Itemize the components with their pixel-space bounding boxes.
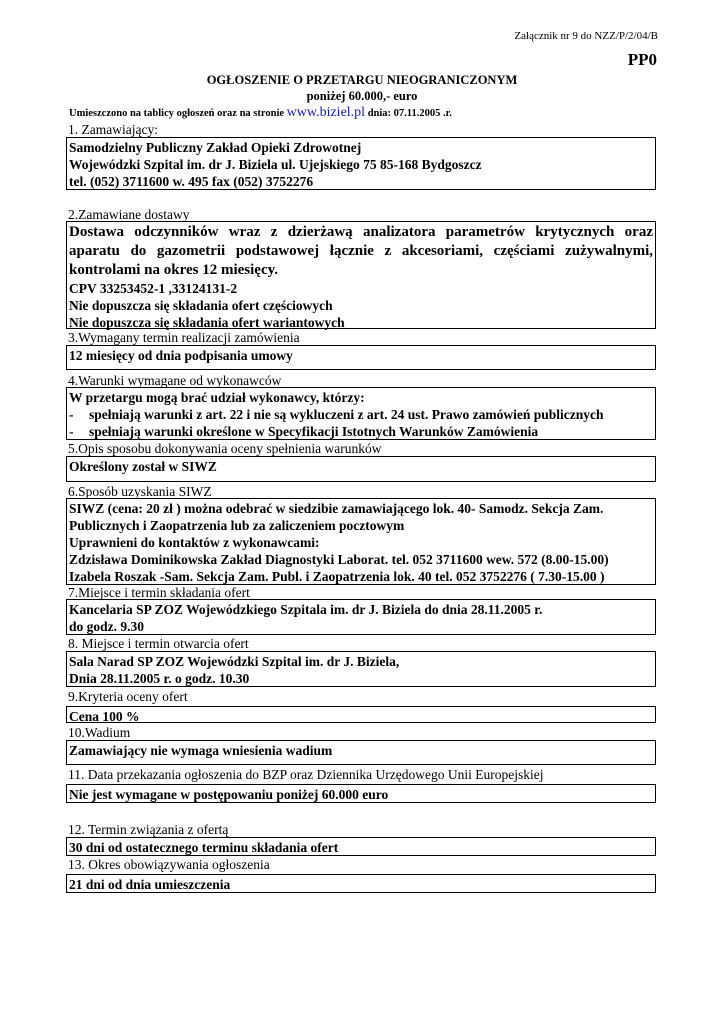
title-line-2: poniżej 60.000,- euro	[306, 89, 418, 103]
section-11-label: 11. Data przekazania ogłoszenia do BZP oraz Dziennika Urzędowego Unii Europejskiej	[68, 767, 544, 782]
contracting-authority-phone: tel. (052) 3711600 w. 495 fax (052) 3752276	[69, 174, 314, 189]
section-9-box	[66, 706, 656, 723]
section-6-label: 6.Sposób uzyskania SIWZ	[68, 484, 212, 499]
title-line-1: OGŁOSZENIE O PRZETARGU NIEOGRANICZONYM	[206, 73, 518, 87]
variant-offers-note: Nie dopuszcza się składania ofert wariantowych	[69, 315, 345, 330]
partial-offers-note: Nie dopuszcza się składania ofert częściowych	[69, 298, 333, 313]
section-1-label: 1. Zamawiający:	[68, 122, 158, 137]
section-7-label: 7.Miejsce i termin składania ofert	[68, 585, 250, 600]
contact-person: Zdzisława Dominikowska Zakład Diagnostyki Laborat. tel. 052 3711600 wew. 572 (8.00-15.00)	[69, 552, 609, 567]
contracting-authority-address: Wojewódzki Szpital im. dr J. Biziela ul. Ujejskiego 75 85-168 Bydgoszcz	[69, 157, 482, 172]
website-link[interactable]: www.biziel.pl	[286, 105, 366, 120]
conditions-intro: W przetargu mogą brać udział wykonawcy, którzy:	[69, 390, 365, 405]
cpv-codes: CPV 33253452-1 ,33124131-2	[69, 281, 238, 296]
section-9-label: 9.Kryteria oceny ofert	[68, 689, 188, 704]
opening-place: Sala Narad SP ZOZ Wojewódzki Szpital im. dr J. Biziela,	[69, 654, 400, 669]
contact-person: Izabela Roszak -Sam. Sekcja Zam. Publ. i Zaopatrzenia lok. 40 tel. 052 3752276 ( 7.30-15.00 )	[69, 569, 605, 584]
submission-place: Kancelaria SP ZOZ Wojewódzkiego Szpitala im. dr J. Biziela do dnia 28.11.2005 r.	[69, 602, 543, 617]
section-3-box	[66, 345, 656, 370]
posting-prefix: Umieszczono na tablicy ogłoszeń oraz na stronie	[69, 108, 285, 119]
announcement-validity: 21 dni od dnia umieszczenia	[69, 877, 231, 892]
section-5-label: 5.Opis sposobu dokonywania oceny spełnienia warunków	[68, 441, 382, 456]
section-1-box	[66, 137, 656, 190]
contacts-heading: Uprawnieni do kontaktów z wykonawcami:	[69, 535, 320, 550]
supply-description: Dostawa odczynników wraz z dzierżawą analizatora parametrów krytycznych oraz aparatu do gazometrii podstawowej łącznie z akcesoriami, częściami zużywalnymi, kontrolami na okres 12 miesięcy.	[69, 224, 653, 278]
section-11-box	[66, 784, 656, 803]
contracting-authority-name: Samodzielny Publiczny Zakład Opieki Zdrowotnej	[69, 140, 362, 155]
section-12-box	[66, 837, 656, 856]
condition-item: - spełniają warunki z art. 22 i nie są wykluczeni z art. 24 ust. Prawo zamówień publicznych	[69, 407, 604, 422]
section-2-box	[66, 221, 656, 329]
document-code: PP0	[627, 50, 657, 69]
evaluation-method: Określony został w SIWZ	[69, 459, 217, 474]
siwz-info: Publicznych i Zaopatrzenia lub za zaliczeniem pocztowym	[69, 518, 405, 533]
section-8-label: 8. Miejsce i termin otwarcia ofert	[68, 636, 249, 651]
section-2-label: 2.Zamawiane dostawy	[68, 207, 190, 222]
section-12-label: 12. Termin związania z ofertą	[68, 822, 229, 837]
section-13-label: 13. Okres obowiązywania ogłoszenia	[68, 857, 270, 872]
section-4-box	[66, 387, 656, 440]
delivery-term: 12 miesięcy od dnia podpisania umowy	[69, 348, 293, 363]
evaluation-criteria: Cena 100 %	[69, 709, 140, 724]
section-8-box	[66, 651, 656, 687]
binding-period: 30 dni od ostatecznego terminu składania ofert	[69, 840, 339, 855]
siwz-info: SIWZ (cena: 20 zł ) można odebrać w siedzibie zamawiającego lok. 40- Samodz. Sekcja Zam.	[69, 501, 604, 516]
section-6-box	[66, 498, 656, 585]
section-13-box	[66, 874, 656, 893]
section-10-label: 10.Wadium	[68, 725, 131, 740]
annex-reference: Załącznik nr 9 do NZZ/P/2/04/B	[514, 30, 658, 42]
deposit-info: Zamawiający nie wymaga wniesienia wadium	[69, 743, 333, 758]
document-title	[0, 72, 724, 104]
posting-date: dnia: 07.11.2005 .r.	[367, 108, 452, 119]
section-3-label: 3.Wymagany termin realizacji zamówienia	[68, 330, 300, 345]
opening-time: Dnia 28.11.2005 r. o godz. 10.30	[69, 671, 250, 686]
condition-item: - spełniają warunki określone w Specyfikacji Istotnych Warunków Zamówienia	[69, 424, 539, 439]
section-4-label: 4.Warunki wymagane od wykonawców	[68, 373, 282, 388]
section-5-box	[66, 456, 656, 482]
publication-date-info: Nie jest wymagane w postępowaniu poniżej 60.000 euro	[69, 787, 389, 802]
posting-info	[69, 105, 452, 121]
submission-time: do godz. 9.30	[69, 619, 145, 634]
section-10-box	[66, 740, 656, 765]
section-7-box	[66, 599, 656, 635]
